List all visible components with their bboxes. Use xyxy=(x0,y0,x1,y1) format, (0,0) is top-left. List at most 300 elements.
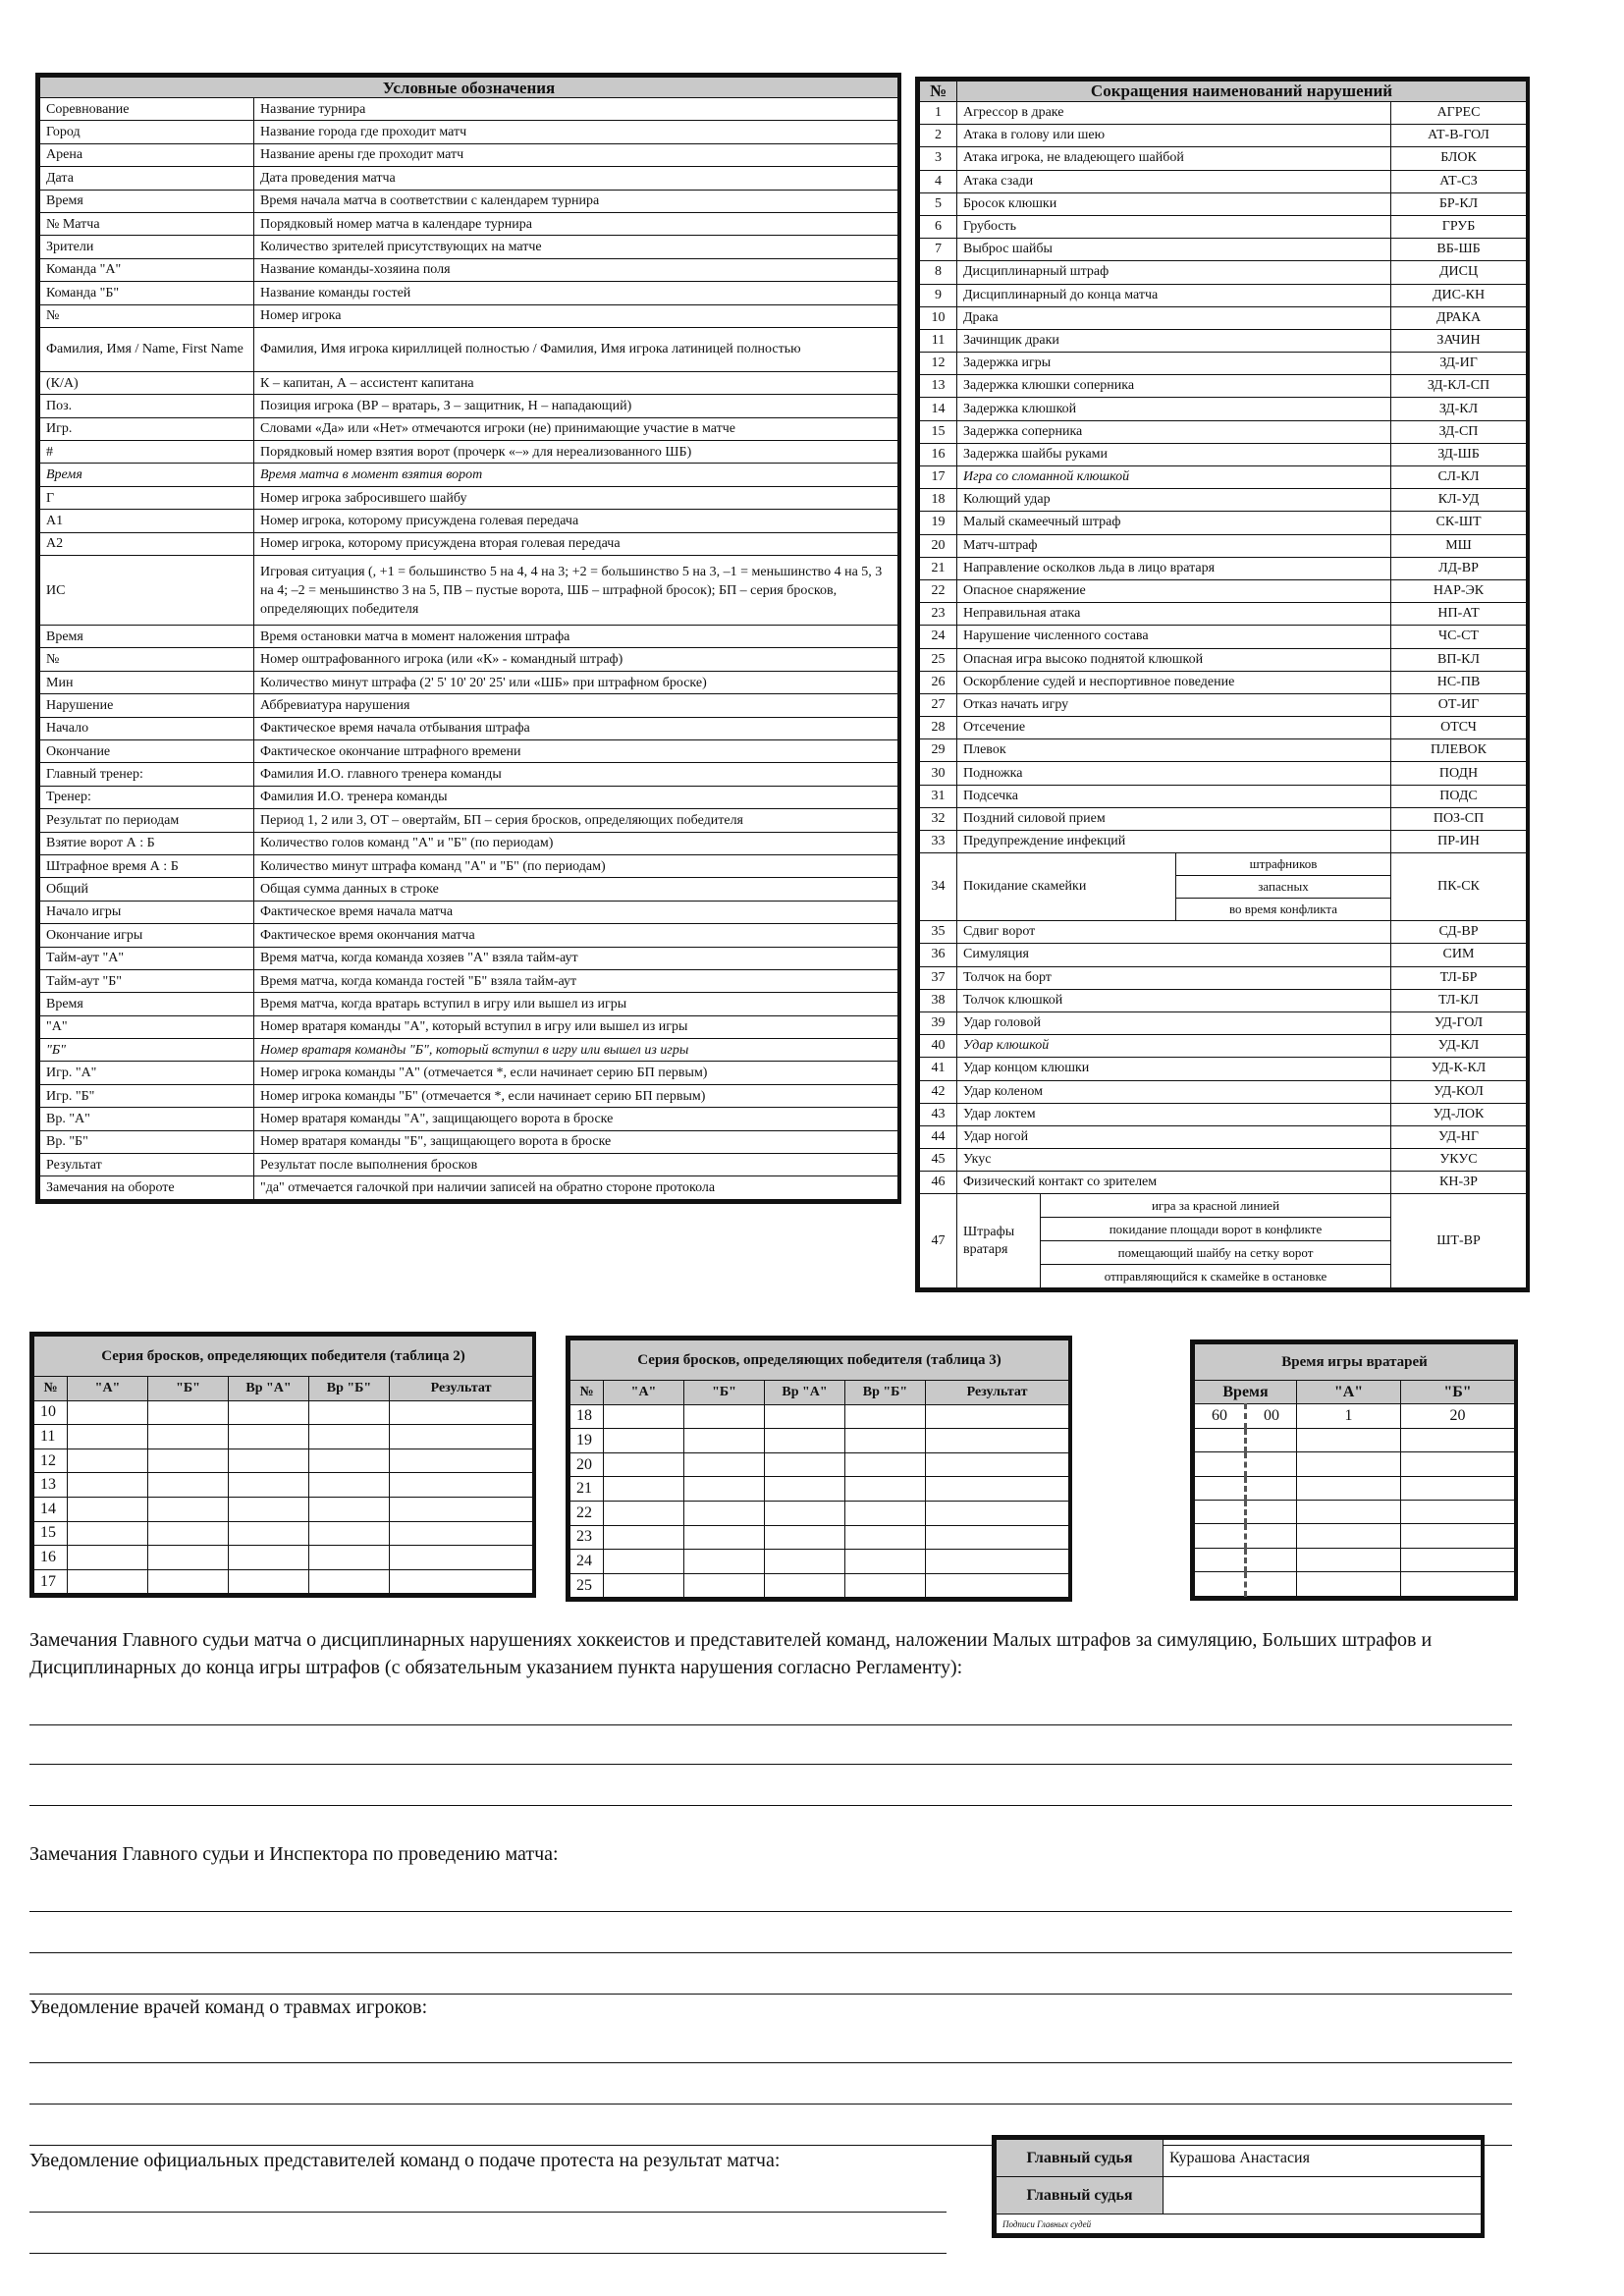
violation-row xyxy=(920,261,1527,284)
shootout-cell[interactable] xyxy=(604,1404,684,1429)
shootout-col-header: "Б" xyxy=(684,1381,765,1405)
shootout-row xyxy=(570,1550,1069,1574)
violation-code: ДРАКА xyxy=(1391,306,1527,329)
legend-desc: Название города где проходит матч xyxy=(254,121,898,143)
shootout-cell[interactable] xyxy=(229,1521,309,1546)
violation-number: 28 xyxy=(920,717,957,739)
violation-row xyxy=(920,512,1527,534)
shootout-cell[interactable] xyxy=(68,1497,148,1521)
violation-name: Толчок клюшкой xyxy=(957,989,1391,1011)
shootout-cell[interactable] xyxy=(684,1452,765,1477)
shootout-row-number: 11 xyxy=(34,1425,68,1449)
violation-name-group xyxy=(957,1194,1391,1288)
legend-term: ИС xyxy=(40,556,254,626)
legend-desc: Название команды гостей xyxy=(254,282,898,304)
violation-code: ДИСЦ xyxy=(1391,261,1527,284)
goalie-time-a[interactable] xyxy=(1297,1524,1401,1548)
shootout-cell[interactable] xyxy=(229,1569,309,1594)
legend-desc: Номер вратаря команды "А", который вступил в игру или вышел из игры xyxy=(254,1015,898,1038)
violation-row xyxy=(920,693,1527,716)
shootout-cell[interactable] xyxy=(309,1425,390,1449)
goalie-time-b[interactable] xyxy=(1401,1452,1515,1476)
violation-code: УД-К-КЛ xyxy=(1391,1058,1527,1080)
legend-term: Штрафное время А : Б xyxy=(40,854,254,877)
shootout-cell[interactable] xyxy=(845,1429,926,1453)
shootout-cell[interactable] xyxy=(604,1525,684,1550)
shootout-row xyxy=(570,1501,1069,1525)
shootout-cell[interactable] xyxy=(926,1404,1069,1429)
shootout-cell[interactable] xyxy=(229,1546,309,1570)
shootout-cell[interactable] xyxy=(68,1569,148,1594)
violation-name: Отказ начать игру xyxy=(957,693,1391,716)
legend-term: Результат xyxy=(40,1154,254,1176)
shootout-cell[interactable] xyxy=(765,1525,845,1550)
legend-row xyxy=(40,1176,898,1199)
shootout-cell[interactable] xyxy=(309,1400,390,1425)
shootout-cell[interactable] xyxy=(765,1452,845,1477)
shootout-cell[interactable] xyxy=(604,1573,684,1598)
legend-desc: Название арены где проходит матч xyxy=(254,143,898,166)
violation-subitem: покидание площади ворот в конфликте xyxy=(1041,1218,1390,1241)
legend-desc: Количество минут штрафа (2' 5' 10' 20' 25' или «ШБ» при штрафном броске) xyxy=(254,671,898,693)
violation-row xyxy=(920,329,1527,352)
shootout-row xyxy=(570,1477,1069,1502)
shootout-row xyxy=(34,1400,533,1425)
violation-code: АТ-СЗ xyxy=(1391,170,1527,192)
shootout-cell[interactable] xyxy=(845,1404,926,1429)
goalie-time-b[interactable] xyxy=(1401,1428,1515,1451)
shootout-cell[interactable] xyxy=(684,1404,765,1429)
goalie-time-min[interactable]: 60 xyxy=(1195,1404,1246,1428)
shootout-cell[interactable] xyxy=(68,1449,148,1473)
remark-line[interactable] xyxy=(29,2253,947,2254)
violation-code: МШ xyxy=(1391,534,1527,557)
shootout-cell[interactable] xyxy=(148,1521,229,1546)
shootout-cell[interactable] xyxy=(684,1429,765,1453)
shootout-cell[interactable] xyxy=(390,1546,533,1570)
violation-name: Плевок xyxy=(957,739,1391,762)
violation-name: Агрессор в драке xyxy=(957,102,1391,125)
legend-desc: Время матча, когда вратарь вступил в игру или вышел из игры xyxy=(254,993,898,1015)
legend-desc: К – капитан, А – ассистент капитана xyxy=(254,371,898,394)
shootout-table-2 xyxy=(29,1332,536,1598)
violation-row xyxy=(920,239,1527,261)
legend-row xyxy=(40,441,898,464)
violation-code: ЧС-СТ xyxy=(1391,626,1527,648)
legend-row xyxy=(40,648,898,671)
shootout-cell[interactable] xyxy=(148,1425,229,1449)
legend-row xyxy=(40,786,898,808)
protest-notice-label: Уведомление официальных представителей команд о подаче протеста на результат матча: xyxy=(29,2150,781,2171)
legend-desc: Позиция игрока (ВР – вратарь, З – защитник, Н – нападающий) xyxy=(254,395,898,417)
shootout-cell[interactable] xyxy=(604,1501,684,1525)
shootout-row-number: 13 xyxy=(34,1473,68,1498)
legend-row xyxy=(40,763,898,786)
shootout-cell[interactable] xyxy=(229,1473,309,1498)
goalie-time-row xyxy=(1195,1452,1515,1476)
remark-line[interactable] xyxy=(29,1764,1512,1765)
shootout-cell[interactable] xyxy=(926,1452,1069,1477)
violation-row xyxy=(920,671,1527,693)
shootout-cell[interactable] xyxy=(68,1400,148,1425)
violation-code: АТ-В-ГОЛ xyxy=(1391,125,1527,147)
goalie-time-sec[interactable] xyxy=(1246,1500,1297,1523)
goalie-time-min[interactable] xyxy=(1195,1572,1246,1596)
goalie-time-sec[interactable] xyxy=(1246,1452,1297,1476)
violation-name: Зачинщик драки xyxy=(957,329,1391,352)
violation-row xyxy=(920,944,1527,966)
violation-row xyxy=(920,284,1527,306)
shootout-cell[interactable] xyxy=(845,1501,926,1525)
violation-row xyxy=(920,831,1527,853)
legend-term: Начало xyxy=(40,717,254,739)
shootout-cell[interactable] xyxy=(148,1449,229,1473)
legend-term: (К/А) xyxy=(40,371,254,394)
goalie-time-sec[interactable] xyxy=(1246,1428,1297,1451)
violation-number: 21 xyxy=(920,557,957,579)
violation-name: Подсечка xyxy=(957,785,1391,807)
legend-term: Дата xyxy=(40,167,254,190)
violation-row xyxy=(920,762,1527,785)
goalie-time-col-time: Время xyxy=(1195,1381,1297,1404)
legend-desc: Фамилия И.О. тренера команды xyxy=(254,786,898,808)
legend-row xyxy=(40,1154,898,1176)
legend-term: Вр. "Б" xyxy=(40,1130,254,1153)
legend-term: Время xyxy=(40,993,254,1015)
legend-desc: Игровая ситуация (, +1 = большинство 5 на 4, 4 на 3; +2 = большинство 5 на 3, –1 = меньшинство 4 на 5, 3 на 4; –2 = меньшинство 3 на 5, ПВ – пустые ворота, ШБ – штрафной бросок); БП – серия бросков, определяющих победителя xyxy=(254,556,898,626)
violation-code: ЗАЧИН xyxy=(1391,329,1527,352)
legend-row xyxy=(40,532,898,555)
shootout-cell[interactable] xyxy=(229,1449,309,1473)
violation-name: Нарушение численного состава xyxy=(957,626,1391,648)
violation-number: 12 xyxy=(920,353,957,375)
shootout-cell[interactable] xyxy=(148,1569,229,1594)
legend-desc: Номер игрока, которому присуждена вторая голевая передача xyxy=(254,532,898,555)
shootout-row-number: 12 xyxy=(34,1449,68,1473)
violation-name: Неправильная атака xyxy=(957,603,1391,626)
shootout-cell[interactable] xyxy=(309,1569,390,1594)
shootout-cell[interactable] xyxy=(845,1477,926,1502)
shootout-cell[interactable] xyxy=(148,1473,229,1498)
legend-desc: Номер игрока, которому присуждена голевая передача xyxy=(254,510,898,532)
legend-row xyxy=(40,626,898,648)
violation-name: Удар ногой xyxy=(957,1125,1391,1148)
legend-desc: "да" отмечается галочкой при наличии записей на обратно стороне протокола xyxy=(254,1176,898,1199)
violation-number: 37 xyxy=(920,966,957,989)
shootout-cell[interactable] xyxy=(926,1573,1069,1598)
shootout-cell[interactable] xyxy=(309,1521,390,1546)
remark-line[interactable] xyxy=(29,1724,1512,1725)
violation-code: ГРУБ xyxy=(1391,215,1527,238)
legend-term: "А" xyxy=(40,1015,254,1038)
abbr-title: Сокращения наименований нарушений xyxy=(957,82,1527,102)
goalie-time-b[interactable]: 20 xyxy=(1401,1404,1515,1428)
shootout-cell[interactable] xyxy=(926,1429,1069,1453)
shootout-cell[interactable] xyxy=(148,1546,229,1570)
violation-row xyxy=(920,192,1527,215)
shootout-row xyxy=(34,1497,533,1521)
head-referee-name-1[interactable]: Курашова Анастасия xyxy=(1164,2140,1482,2177)
violation-row xyxy=(920,147,1527,170)
violation-name: Удар клюшкой xyxy=(957,1035,1391,1058)
goalie-time-min[interactable] xyxy=(1195,1428,1246,1451)
legend-row xyxy=(40,282,898,304)
shootout-cell[interactable] xyxy=(68,1425,148,1449)
remark-line[interactable] xyxy=(29,2212,947,2213)
abbr-num-header: № xyxy=(920,82,957,102)
shootout-cell[interactable] xyxy=(765,1573,845,1598)
legend-desc: Номер вратаря команды "Б", защищающего ворота в броске xyxy=(254,1130,898,1153)
legend-desc: Номер оштрафованного игрока (или «К» - командный штраф) xyxy=(254,648,898,671)
legend-row xyxy=(40,969,898,992)
violation-number: 34 xyxy=(920,853,957,921)
shootout-cell[interactable] xyxy=(765,1501,845,1525)
shootout-cell[interactable] xyxy=(684,1525,765,1550)
goalie-time-a[interactable] xyxy=(1297,1476,1401,1500)
violation-code: ОТ-ИГ xyxy=(1391,693,1527,716)
goalie-time-a[interactable] xyxy=(1297,1452,1401,1476)
violation-number: 31 xyxy=(920,785,957,807)
violation-code: НС-ПВ xyxy=(1391,671,1527,693)
legend-desc: Количество голов команд "А" и "Б" (по периодам) xyxy=(254,832,898,854)
remark-line[interactable] xyxy=(29,2104,1512,2105)
shootout-cell[interactable] xyxy=(845,1550,926,1574)
violation-number: 40 xyxy=(920,1035,957,1058)
violation-code: ВБ-ШБ xyxy=(1391,239,1527,261)
violation-number: 44 xyxy=(920,1125,957,1148)
legend-desc: Время остановки матча в момент наложения штрафа xyxy=(254,626,898,648)
goalie-time-b[interactable] xyxy=(1401,1524,1515,1548)
violation-number: 16 xyxy=(920,443,957,465)
violation-name: Предупреждение инфекций xyxy=(957,831,1391,853)
remark-line[interactable] xyxy=(29,1952,1512,1953)
shootout-row xyxy=(34,1473,533,1498)
goalie-time-b[interactable] xyxy=(1401,1548,1515,1571)
violation-code: ЗД-КЛ xyxy=(1391,398,1527,420)
shootout-row xyxy=(570,1429,1069,1453)
violation-number: 17 xyxy=(920,466,957,489)
shootout-cell[interactable] xyxy=(148,1400,229,1425)
goalie-time-row xyxy=(1195,1404,1515,1428)
shootout-cell[interactable] xyxy=(926,1525,1069,1550)
violation-number: 26 xyxy=(920,671,957,693)
violation-code: ОТСЧ xyxy=(1391,717,1527,739)
shootout-cell[interactable] xyxy=(684,1550,765,1574)
shootout-cell[interactable] xyxy=(68,1521,148,1546)
violation-name: Малый скамеечный штраф xyxy=(957,512,1391,534)
goalie-time-row xyxy=(1195,1524,1515,1548)
head-referee-name-2[interactable] xyxy=(1164,2177,1482,2214)
shootout-row-number: 21 xyxy=(570,1477,604,1502)
shootout-cell[interactable] xyxy=(229,1497,309,1521)
shootout-row-number: 14 xyxy=(34,1497,68,1521)
legend-row xyxy=(40,327,898,371)
legend-row xyxy=(40,947,898,969)
goalie-time-min[interactable] xyxy=(1195,1452,1246,1476)
legend-desc: Порядковый номер взятия ворот (прочерк «–» для нереализованного ШБ) xyxy=(254,441,898,464)
shootout-cell[interactable] xyxy=(229,1400,309,1425)
shootout-3-caption: Серия бросков, определяющих победителя (таблица 3) xyxy=(570,1340,1069,1381)
violation-code: ПОЗ-СП xyxy=(1391,807,1527,830)
shootout-cell[interactable] xyxy=(765,1550,845,1574)
shootout-row-number: 20 xyxy=(570,1452,604,1477)
legend-term: Нарушение xyxy=(40,694,254,717)
violation-row xyxy=(920,125,1527,147)
violation-code: УД-КЛ xyxy=(1391,1035,1527,1058)
violation-name: Физический контакт со зрителем xyxy=(957,1172,1391,1194)
violation-subitem: во время конфликта xyxy=(1228,902,1338,917)
violation-row xyxy=(920,557,1527,579)
shootout-cell[interactable] xyxy=(604,1477,684,1502)
legend-desc: Результат после выполнения бросков xyxy=(254,1154,898,1176)
inspector-remarks-label: Замечания Главного судьи и Инспектора по проведению матча: xyxy=(29,1843,559,1865)
shootout-cell[interactable] xyxy=(390,1473,533,1498)
violation-number: 2 xyxy=(920,125,957,147)
shootout-row-number: 19 xyxy=(570,1429,604,1453)
violation-row xyxy=(920,534,1527,557)
remark-line[interactable] xyxy=(29,2062,1512,2063)
shootout-cell[interactable] xyxy=(926,1550,1069,1574)
shootout-cell[interactable] xyxy=(390,1449,533,1473)
shootout-cell[interactable] xyxy=(926,1501,1069,1525)
shootout-cell[interactable] xyxy=(604,1429,684,1453)
goalie-time-min[interactable] xyxy=(1195,1524,1246,1548)
shootout-cell[interactable] xyxy=(845,1573,926,1598)
goalie-time-b[interactable] xyxy=(1401,1476,1515,1500)
violation-number: 38 xyxy=(920,989,957,1011)
violation-row xyxy=(920,1194,1527,1288)
goalie-time-b[interactable] xyxy=(1401,1500,1515,1523)
goalie-time-sec[interactable] xyxy=(1246,1476,1297,1500)
shootout-cell[interactable] xyxy=(229,1425,309,1449)
violation-number: 25 xyxy=(920,648,957,671)
goalie-time-sec[interactable] xyxy=(1246,1572,1297,1596)
violation-row xyxy=(920,489,1527,512)
legend-term: Игр. "Б" xyxy=(40,1084,254,1107)
violation-row xyxy=(920,966,1527,989)
legend-term: Арена xyxy=(40,143,254,166)
goalie-time-min[interactable] xyxy=(1195,1476,1246,1500)
shootout-cell[interactable] xyxy=(309,1497,390,1521)
violation-number: 47 xyxy=(920,1194,957,1288)
legend-term: Город xyxy=(40,121,254,143)
shootout-cell[interactable] xyxy=(148,1497,229,1521)
violation-row xyxy=(920,1011,1527,1034)
violation-code: СИМ xyxy=(1391,944,1527,966)
violation-row xyxy=(920,626,1527,648)
shootout-cell[interactable] xyxy=(390,1425,533,1449)
goalie-time-sec[interactable] xyxy=(1246,1524,1297,1548)
legend-row xyxy=(40,556,898,626)
shootout-cell[interactable] xyxy=(926,1477,1069,1502)
shootout-cell[interactable] xyxy=(765,1429,845,1453)
violation-number: 15 xyxy=(920,420,957,443)
legend-term: Замечания на обороте xyxy=(40,1176,254,1199)
shootout-row xyxy=(570,1525,1069,1550)
violation-name: Удар головой xyxy=(957,1011,1391,1034)
shootout-row xyxy=(34,1546,533,1570)
violation-code: СЛ-КЛ xyxy=(1391,466,1527,489)
legend-row xyxy=(40,901,898,923)
legend-desc: Порядковый номер матча в календаре турнира xyxy=(254,212,898,235)
goalie-time-row xyxy=(1195,1476,1515,1500)
goalie-time-a[interactable] xyxy=(1297,1548,1401,1571)
shootout-col-header: "А" xyxy=(604,1381,684,1405)
violation-code: ЗД-КЛ-СП xyxy=(1391,375,1527,398)
legend-term: Тайм-аут "Б" xyxy=(40,969,254,992)
shootout-cell[interactable] xyxy=(684,1573,765,1598)
violation-name: Подножка xyxy=(957,762,1391,785)
shootout-cell[interactable] xyxy=(390,1521,533,1546)
violation-code: ТЛ-КЛ xyxy=(1391,989,1527,1011)
shootout-cell[interactable] xyxy=(604,1550,684,1574)
legend-term: Общий xyxy=(40,878,254,901)
violation-row xyxy=(920,648,1527,671)
shootout-cell[interactable] xyxy=(604,1452,684,1477)
violation-name: Грубость xyxy=(957,215,1391,238)
goalie-time-min[interactable] xyxy=(1195,1548,1246,1571)
violation-name: Дисциплинарный до конца матча xyxy=(957,284,1391,306)
legend-row xyxy=(40,854,898,877)
violation-code: ЗД-СП xyxy=(1391,420,1527,443)
shootout-row-number: 23 xyxy=(570,1525,604,1550)
legend-row xyxy=(40,258,898,281)
shootout-cell[interactable] xyxy=(309,1449,390,1473)
shootout-cell[interactable] xyxy=(765,1477,845,1502)
signatures-footer: Подписи Главных судей xyxy=(997,2214,1482,2234)
shootout-cell[interactable] xyxy=(765,1404,845,1429)
shootout-cell[interactable] xyxy=(68,1473,148,1498)
legend-row xyxy=(40,98,898,121)
shootout-cell[interactable] xyxy=(845,1525,926,1550)
shootout-cell[interactable] xyxy=(390,1497,533,1521)
shootout-cell[interactable] xyxy=(390,1400,533,1425)
legend-desc: Название турнира xyxy=(254,98,898,121)
remark-line[interactable] xyxy=(29,1805,1512,1806)
remark-line[interactable] xyxy=(29,1911,1512,1912)
shootout-col-header: Вр "Б" xyxy=(845,1381,926,1405)
legend-row xyxy=(40,1084,898,1107)
violation-code: БЛОК xyxy=(1391,147,1527,170)
violation-name: Опасное снаряжение xyxy=(957,579,1391,602)
legend-term: Окончание xyxy=(40,739,254,762)
legend-row xyxy=(40,993,898,1015)
shootout-cell[interactable] xyxy=(309,1473,390,1498)
goalie-time-a[interactable]: 1 xyxy=(1297,1404,1401,1428)
goalie-time-sec[interactable]: 00 xyxy=(1246,1404,1297,1428)
shootout-cell[interactable] xyxy=(309,1546,390,1570)
shootout-cell[interactable] xyxy=(390,1569,533,1594)
violation-number: 14 xyxy=(920,398,957,420)
violation-subitem: запасных xyxy=(1176,876,1390,899)
legend-term: Команда "Б" xyxy=(40,282,254,304)
goalie-time-sec[interactable] xyxy=(1246,1548,1297,1571)
violation-number: 39 xyxy=(920,1011,957,1034)
violation-row xyxy=(920,785,1527,807)
shootout-cell[interactable] xyxy=(68,1546,148,1570)
goalie-time-b[interactable] xyxy=(1401,1572,1515,1596)
goalie-time-a[interactable] xyxy=(1297,1572,1401,1596)
violation-number: 5 xyxy=(920,192,957,215)
shootout-cell[interactable] xyxy=(684,1477,765,1502)
violation-code: УД-НГ xyxy=(1391,1125,1527,1148)
goalie-time-a[interactable] xyxy=(1297,1428,1401,1451)
shootout-cell[interactable] xyxy=(684,1501,765,1525)
legend-row xyxy=(40,1015,898,1038)
shootout-cell[interactable] xyxy=(845,1452,926,1477)
goalie-time-min[interactable] xyxy=(1195,1500,1246,1523)
goalie-time-a[interactable] xyxy=(1297,1500,1401,1523)
